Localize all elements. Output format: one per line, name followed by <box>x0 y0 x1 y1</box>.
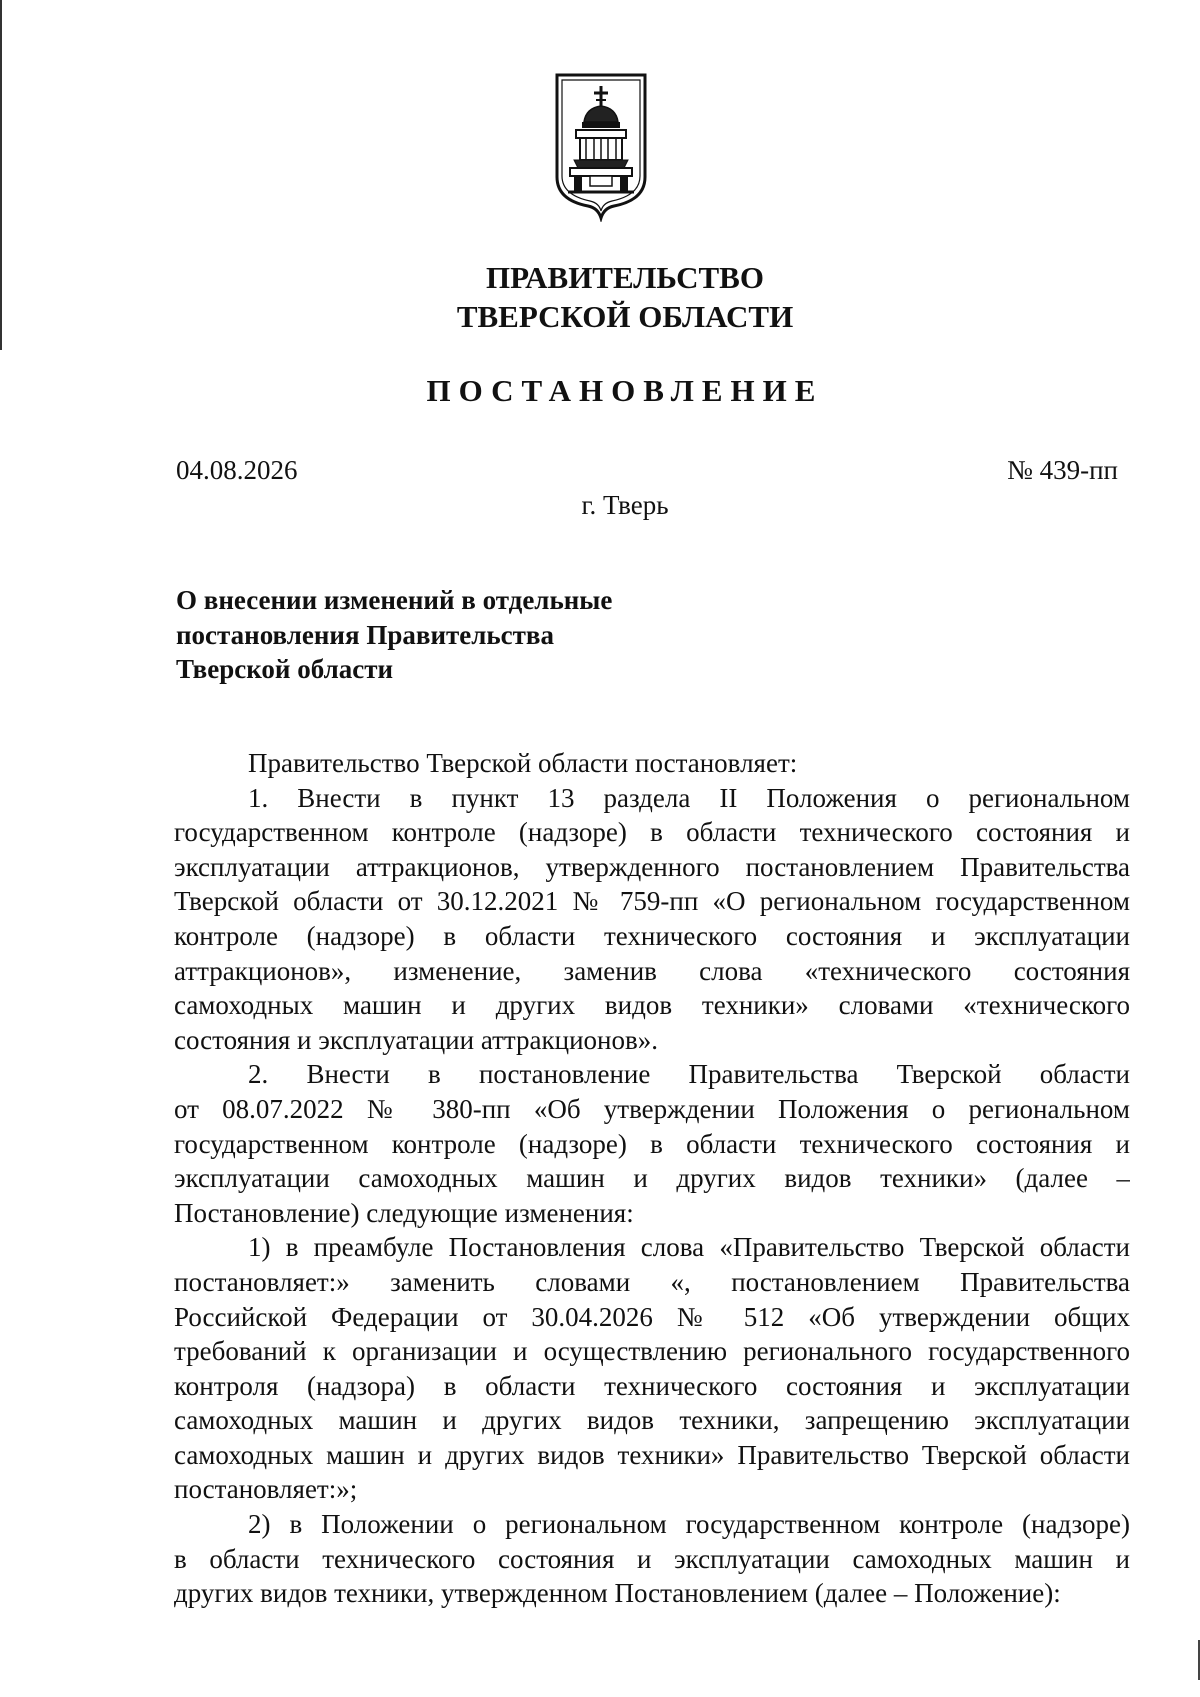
body-line: государственном контроле (надзоре) в области технического состояния и <box>174 1128 1130 1159</box>
government-name-line2: ТВЕРСКОЙ ОБЛАСТИ <box>456 299 794 334</box>
body-line: Постановление) следующие изменения: <box>174 1197 634 1228</box>
body-line: состояния и эксплуатации аттракционов». <box>174 1024 658 1055</box>
body-line: постановляет:»; <box>174 1474 358 1505</box>
body-line: от 08.07.2022 № 380-пп «Об утверждении Положения о региональном <box>174 1093 1130 1124</box>
document-date: 04.08.2026 <box>176 455 298 485</box>
body-line: эксплуатации самоходных машин и других видов техники» (далее – <box>174 1163 1130 1194</box>
body-line: 2. Внести в постановление Правительства Тверской области <box>248 1059 1130 1090</box>
body-line: 2) в Положении о региональном государственном контроле (надзоре) <box>248 1509 1130 1540</box>
document-subject <box>176 583 1076 687</box>
body-line: 1. Внести в пункт 13 раздела II Положения о региональном <box>248 782 1130 813</box>
coat-of-arms-emblem <box>554 72 648 222</box>
body-line: требований к организации и осуществлению регионального государственного <box>174 1336 1130 1367</box>
body-line: других видов техники, утвержденном Постановлением (далее – Положение): <box>174 1578 1061 1609</box>
body-line: самоходных машин и других видов техники» словами «технического <box>174 990 1130 1021</box>
body-line: аттракционов», изменение, заменив слова «технического состояния <box>174 955 1130 986</box>
document-city: г. Тверь <box>581 490 669 520</box>
body-line: в области технического состояния и эксплуатации самоходных машин и <box>174 1543 1130 1574</box>
body-line: Правительство Тверской области постановляет: <box>248 748 798 778</box>
body-line: Российской Федерации от 30.04.2026 № 512 «Об утверждении общих <box>174 1301 1130 1332</box>
body-line: Тверской области от 30.12.2021 № 759-пп «О региональном государственном <box>174 886 1130 917</box>
subject-line: постановления Правительства <box>176 619 554 650</box>
body-line: постановляет:» заменить словами «, постановлением Правительства <box>174 1266 1130 1297</box>
body-line: эксплуатации аттракционов, утвержденного постановлением Правительства <box>174 851 1130 882</box>
subject-line: О внесении изменений в отдельные <box>176 585 613 615</box>
subject-line: Тверской области <box>176 654 394 685</box>
government-name-line1: ПРАВИТЕЛЬСТВО <box>486 260 764 295</box>
body-line: самоходных машин и других видов техники, запрещению эксплуатации <box>174 1405 1130 1436</box>
body-line: 1) в преамбуле Постановления слова «Правительство Тверской области <box>248 1232 1130 1263</box>
document-type-title: ПОСТАНОВЛЕНИЕ <box>426 373 824 408</box>
body-line: контроле (надзоре) в области технического состояния и эксплуатации <box>174 920 1130 951</box>
body-line: самоходных машин и других видов техники» Правительство Тверской области <box>174 1439 1130 1470</box>
body-line: государственном контроле (надзоре) в области технического состояния и <box>174 817 1130 848</box>
document-number: № 439-пп <box>1007 455 1118 485</box>
body-line: контроля (надзора) в области технического состояния и эксплуатации <box>174 1370 1130 1401</box>
document-body <box>174 746 1130 1611</box>
